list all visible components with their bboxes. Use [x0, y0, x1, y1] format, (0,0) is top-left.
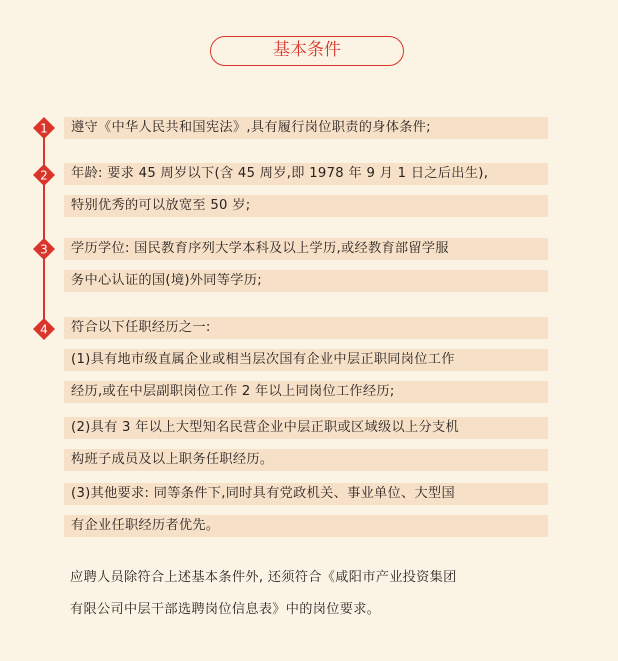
svg-text:3: 3: [40, 242, 48, 257]
item-2-line-2: 特别优秀的可以放宽至 50 岁;: [64, 195, 548, 217]
marker-1: [32, 116, 56, 140]
item-4-line-2: (1)具有地市级直属企业或相当层次国有企业中层正职同岗位工作: [64, 349, 548, 371]
svg-text:4: 4: [40, 322, 48, 337]
marker-4: [32, 317, 56, 341]
item-2-line-1: 年龄: 要求 45 周岁以下(含 45 周岁,即 1978 年 9 月 1 日之后出生),: [64, 163, 548, 185]
item-3-line-1: 学历学位: 国民教育序列大学本科及以上学历,或经教育部留学服: [64, 238, 548, 260]
svg-text:1: 1: [40, 121, 48, 136]
item-4-line-1: 符合以下任职经历之一:: [64, 317, 548, 339]
item-4-line-6: (3)其他要求: 同等条件下,同时具有党政机关、事业单位、大型国: [64, 483, 548, 505]
marker-2: [32, 163, 56, 187]
timeline-line: [43, 130, 45, 330]
item-4-line-5: 构班子成员及以上职务任职经历。: [64, 449, 548, 471]
footer-line-1: 应聘人员除符合上述基本条件外, 还须符合《咸阳市产业投资集团: [70, 570, 457, 585]
item-4-line-7: 有企业任职经历者优先。: [64, 515, 548, 537]
item-4-line-3: 经历,或在中层副职岗位工作 2 年以上同岗位工作经历;: [64, 381, 548, 403]
item-4-line-4: (2)具有 3 年以上大型知名民营企业中层正职或区域级以上分支机: [64, 417, 548, 439]
item-1-line-1: 遵守《中华人民共和国宪法》,具有履行岗位职责的身体条件;: [64, 117, 548, 139]
svg-text:2: 2: [40, 168, 48, 183]
footer-line-2: 有限公司中层干部选聘岗位信息表》中的岗位要求。: [70, 602, 381, 617]
item-3-line-2: 务中心认证的国(境)外同等学历;: [64, 270, 548, 292]
marker-3: [32, 237, 56, 261]
section-title: 基本条件: [210, 36, 404, 66]
